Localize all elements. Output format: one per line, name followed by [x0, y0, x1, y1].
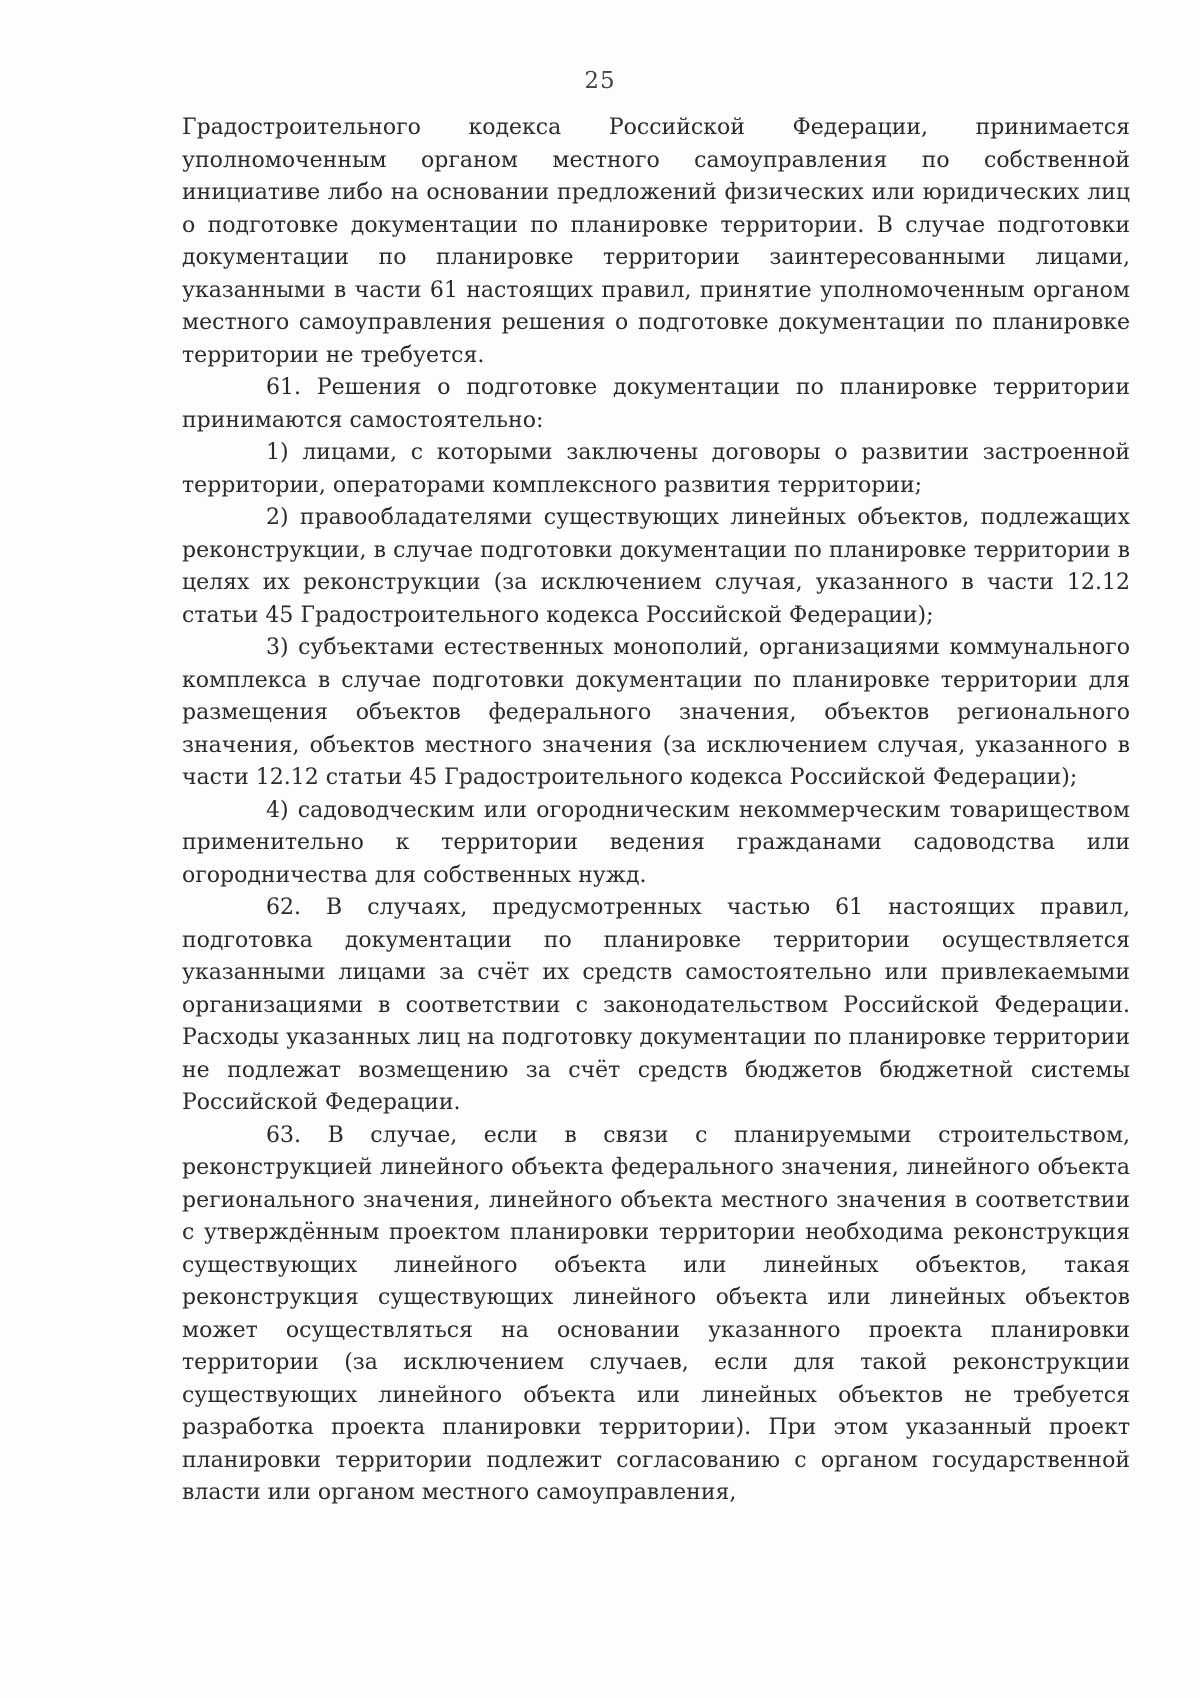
paragraph-61: 61. Решения о подготовке документации по планировке территории принимаются самостоятельно:	[182, 375, 1130, 433]
page-number: 25	[584, 68, 616, 94]
document-body	[182, 112, 1130, 1510]
paragraph-63: 63. В случае, если в связи с планируемыми строительством, реконструкцией линейного объекта федерального значения, линейного объекта регионального значения, линейного объекта местного значения в соответствии с утверждённым проектом планировки территории необходима реконструкция существующих линейного объекта или линейных объектов, такая реконструкция существующих линейного объекта или линейных объектов может осуществляться на основании указанного проекта планировки территории (за исключением случаев, если для такой реконструкции существующих линейного объекта или линейных объектов не требуется разработка проекта планировки территории). При этом указанный проект планировки территории подлежит согласованию с органом государственной власти или органом местного самоуправления,	[182, 1122, 1130, 1505]
paragraph-62: 62. В случаях, предусмотренных частью 61 настоящих правил, подготовка документации по планировке территории осуществляется указанными лицами за счёт их средств самостоятельно или привлекаемыми организациями в соответствии с законодательством Российской Федерации. Расходы указанных лиц на подготовку документации по планировке территории не подлежат возмещению за счёт средств бюджетов бюджетной системы Российской Федерации.	[182, 895, 1130, 1115]
paragraph-61-item-2: 2) правообладателями существующих линейных объектов, подлежащих реконструкции, в случае подготовки документации по планировке территории в целях их реконструкции (за исключением случая, указанного в части 12.12 статьи 45 Градостроительного кодекса Российской Федерации);	[182, 505, 1130, 628]
paragraph-61-item-1: 1) лицами, с которыми заключены договоры о развитии застроенной территории, операторами комплексного развития территории;	[182, 440, 1130, 498]
paragraph-continuation: Градостроительного кодекса Российской Федерации, принимается уполномоченным органом местного самоуправления по собственной инициативе либо на основании предложений физических или юридических лиц о подготовке документации по планировке территории. В случае подготовки документации по планировке территории заинтересованными лицами, указанными в части 61 настоящих правил, принятие уполномоченным органом местного самоуправления решения о подготовке документации по планировке территории не требуется.	[182, 115, 1130, 368]
paragraph-61-item-3: 3) субъектами естественных монополий, организациями коммунального комплекса в случае подготовки документации по планировке территории для размещения объектов федерального значения, объектов регионального значения, объектов местного значения (за исключением случая, указанного в части 12.12 статьи 45 Градостроительного кодекса Российской Федерации);	[182, 635, 1130, 790]
paragraph-61-item-4: 4) садоводческим или огородническим некоммерческим товариществом применительно к территории ведения гражданами садоводства или огородничества для собственных нужд.	[182, 797, 1130, 888]
